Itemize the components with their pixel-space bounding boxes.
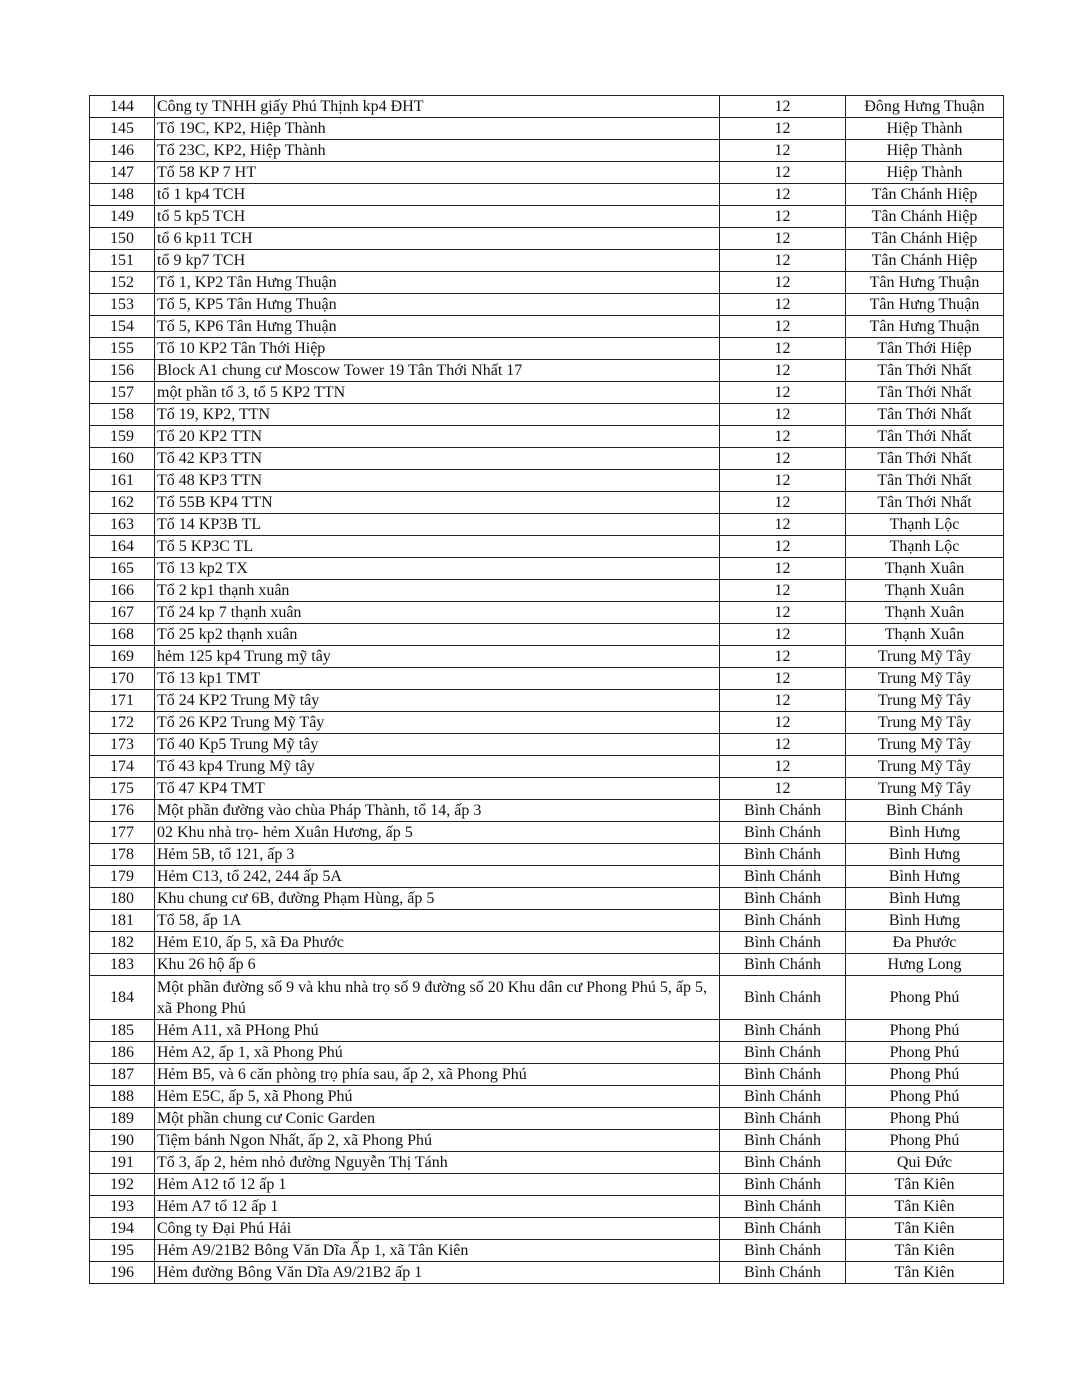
- ward-cell: Trung Mỹ Tây: [846, 756, 1004, 778]
- district-cell: 12: [720, 162, 846, 184]
- table-row: [90, 360, 1004, 382]
- row-number-cell: 187: [90, 1064, 155, 1086]
- row-number-cell: 147: [90, 162, 155, 184]
- district-cell: 12: [720, 778, 846, 800]
- address-cell: Tổ 19, KP2, TTN: [155, 404, 720, 426]
- table-row: [90, 470, 1004, 492]
- ward-cell: Phong Phú: [846, 976, 1004, 1020]
- ward-cell: Tân Chánh Hiệp: [846, 228, 1004, 250]
- table-row: [90, 822, 1004, 844]
- address-cell: Tổ 5, KP6 Tân Hưng Thuận: [155, 316, 720, 338]
- address-cell: tổ 5 kp5 TCH: [155, 206, 720, 228]
- table-row: [90, 954, 1004, 976]
- row-number-cell: 184: [90, 976, 155, 1020]
- ward-cell: Tân Hưng Thuận: [846, 294, 1004, 316]
- district-cell: 12: [720, 646, 846, 668]
- ward-cell: Tân Kiên: [846, 1240, 1004, 1262]
- table-row: [90, 1086, 1004, 1108]
- row-number-cell: 157: [90, 382, 155, 404]
- ward-cell: Bình Hưng: [846, 888, 1004, 910]
- row-number-cell: 170: [90, 668, 155, 690]
- table-row: [90, 668, 1004, 690]
- district-cell: 12: [720, 316, 846, 338]
- district-cell: Bình Chánh: [720, 1174, 846, 1196]
- ward-cell: Tân Chánh Hiệp: [846, 206, 1004, 228]
- ward-cell: Bình Hưng: [846, 910, 1004, 932]
- district-cell: Bình Chánh: [720, 822, 846, 844]
- ward-cell: Hưng Long: [846, 954, 1004, 976]
- address-cell: 02 Khu nhà trọ- hẻm Xuân Hương, ấp 5: [155, 822, 720, 844]
- district-cell: 12: [720, 514, 846, 536]
- ward-cell: Bình Hưng: [846, 844, 1004, 866]
- address-cell: Tổ 58, ấp 1A: [155, 910, 720, 932]
- ward-cell: Hiệp Thành: [846, 162, 1004, 184]
- ward-cell: Đa Phước: [846, 932, 1004, 954]
- address-cell: Khu 26 hộ ấp 6: [155, 954, 720, 976]
- row-number-cell: 190: [90, 1130, 155, 1152]
- district-cell: 12: [720, 712, 846, 734]
- row-number-cell: 151: [90, 250, 155, 272]
- address-cell: Khu chung cư 6B, đường Phạm Hùng, ấp 5: [155, 888, 720, 910]
- address-cell: Tổ 3, ấp 2, hẻm nhỏ đường Nguyễn Thị Tánh: [155, 1152, 720, 1174]
- ward-cell: Tân Chánh Hiệp: [846, 250, 1004, 272]
- district-cell: 12: [720, 624, 846, 646]
- district-cell: Bình Chánh: [720, 1020, 846, 1042]
- row-number-cell: 165: [90, 558, 155, 580]
- ward-cell: Thạnh Xuân: [846, 602, 1004, 624]
- row-number-cell: 173: [90, 734, 155, 756]
- row-number-cell: 192: [90, 1174, 155, 1196]
- ward-cell: Bình Hưng: [846, 822, 1004, 844]
- table-row: [90, 602, 1004, 624]
- ward-cell: Thạnh Xuân: [846, 558, 1004, 580]
- address-cell: Hẻm E10, ấp 5, xã Đa Phước: [155, 932, 720, 954]
- row-number-cell: 159: [90, 426, 155, 448]
- address-cell: Hẻm đường Bông Văn Dĩa A9/21B2 ấp 1: [155, 1262, 720, 1284]
- table-row: [90, 976, 1004, 1020]
- ward-cell: Phong Phú: [846, 1042, 1004, 1064]
- table-row: [90, 404, 1004, 426]
- district-cell: 12: [720, 118, 846, 140]
- ward-cell: Tân Kiên: [846, 1262, 1004, 1284]
- district-cell: 12: [720, 426, 846, 448]
- district-cell: Bình Chánh: [720, 1262, 846, 1284]
- table-row: [90, 1130, 1004, 1152]
- ward-cell: Đông Hưng Thuận: [846, 96, 1004, 118]
- ward-cell: Tân Hưng Thuận: [846, 316, 1004, 338]
- district-cell: Bình Chánh: [720, 800, 846, 822]
- table-row: [90, 756, 1004, 778]
- district-cell: 12: [720, 96, 846, 118]
- row-number-cell: 191: [90, 1152, 155, 1174]
- row-number-cell: 181: [90, 910, 155, 932]
- ward-cell: Qui Đức: [846, 1152, 1004, 1174]
- row-number-cell: 155: [90, 338, 155, 360]
- row-number-cell: 185: [90, 1020, 155, 1042]
- district-cell: 12: [720, 536, 846, 558]
- district-cell: Bình Chánh: [720, 1108, 846, 1130]
- address-cell: Tiệm bánh Ngon Nhất, ấp 2, xã Phong Phú: [155, 1130, 720, 1152]
- address-cell: Tổ 47 KP4 TMT: [155, 778, 720, 800]
- row-number-cell: 153: [90, 294, 155, 316]
- table-row: [90, 294, 1004, 316]
- address-cell: Công ty Đại Phú Hải: [155, 1218, 720, 1240]
- table-row: [90, 1218, 1004, 1240]
- address-cell: tổ 6 kp11 TCH: [155, 228, 720, 250]
- row-number-cell: 189: [90, 1108, 155, 1130]
- table-row: [90, 1152, 1004, 1174]
- table-row: [90, 96, 1004, 118]
- address-cell: Hẻm A12 tổ 12 ấp 1: [155, 1174, 720, 1196]
- ward-cell: Tân Thới Nhất: [846, 492, 1004, 514]
- ward-cell: Trung Mỹ Tây: [846, 646, 1004, 668]
- row-number-cell: 145: [90, 118, 155, 140]
- ward-cell: Thạnh Lộc: [846, 536, 1004, 558]
- ward-cell: Trung Mỹ Tây: [846, 778, 1004, 800]
- district-cell: 12: [720, 206, 846, 228]
- ward-cell: Bình Chánh: [846, 800, 1004, 822]
- table-row: [90, 272, 1004, 294]
- address-cell: Tổ 24 KP2 Trung Mỹ tây: [155, 690, 720, 712]
- district-cell: Bình Chánh: [720, 910, 846, 932]
- district-cell: Bình Chánh: [720, 844, 846, 866]
- row-number-cell: 166: [90, 580, 155, 602]
- ward-cell: Phong Phú: [846, 1086, 1004, 1108]
- table-row: [90, 514, 1004, 536]
- ward-cell: Bình Hưng: [846, 866, 1004, 888]
- row-number-cell: 186: [90, 1042, 155, 1064]
- row-number-cell: 150: [90, 228, 155, 250]
- table-row: [90, 932, 1004, 954]
- district-cell: 12: [720, 492, 846, 514]
- row-number-cell: 182: [90, 932, 155, 954]
- address-cell: Tổ 13 kp2 TX: [155, 558, 720, 580]
- district-cell: 12: [720, 404, 846, 426]
- address-cell: tổ 9 kp7 TCH: [155, 250, 720, 272]
- address-cell: một phần tổ 3, tổ 5 KP2 TTN: [155, 382, 720, 404]
- address-cell: Tổ 14 KP3B TL: [155, 514, 720, 536]
- table-row: [90, 316, 1004, 338]
- district-cell: Bình Chánh: [720, 1042, 846, 1064]
- table-row: [90, 1240, 1004, 1262]
- table-row: [90, 338, 1004, 360]
- district-cell: 12: [720, 470, 846, 492]
- row-number-cell: 158: [90, 404, 155, 426]
- ward-cell: Trung Mỹ Tây: [846, 668, 1004, 690]
- table-row: [90, 1196, 1004, 1218]
- row-number-cell: 156: [90, 360, 155, 382]
- row-number-cell: 167: [90, 602, 155, 624]
- table-row: [90, 1108, 1004, 1130]
- address-table: [89, 95, 1004, 1284]
- ward-cell: Tân Chánh Hiệp: [846, 184, 1004, 206]
- row-number-cell: 148: [90, 184, 155, 206]
- table-row: [90, 690, 1004, 712]
- district-cell: Bình Chánh: [720, 932, 846, 954]
- address-cell: Tổ 5 KP3C TL: [155, 536, 720, 558]
- row-number-cell: 188: [90, 1086, 155, 1108]
- row-number-cell: 178: [90, 844, 155, 866]
- address-cell: tổ 1 kp4 TCH: [155, 184, 720, 206]
- district-cell: 12: [720, 360, 846, 382]
- row-number-cell: 154: [90, 316, 155, 338]
- district-cell: Bình Chánh: [720, 1086, 846, 1108]
- address-cell: Công ty TNHH giấy Phú Thịnh kp4 ĐHT: [155, 96, 720, 118]
- row-number-cell: 179: [90, 866, 155, 888]
- table-row: [90, 778, 1004, 800]
- row-number-cell: 161: [90, 470, 155, 492]
- table-row: [90, 558, 1004, 580]
- ward-cell: Phong Phú: [846, 1020, 1004, 1042]
- table-row: [90, 140, 1004, 162]
- table-row: [90, 624, 1004, 646]
- district-cell: Bình Chánh: [720, 1196, 846, 1218]
- district-cell: 12: [720, 184, 846, 206]
- ward-cell: Tân Thới Nhất: [846, 382, 1004, 404]
- address-cell: Tổ 26 KP2 Trung Mỹ Tây: [155, 712, 720, 734]
- address-cell: Tổ 20 KP2 TTN: [155, 426, 720, 448]
- address-cell: Tổ 2 kp1 thạnh xuân: [155, 580, 720, 602]
- address-cell: Một phần đường số 9 và khu nhà trọ số 9 đường số 20 Khu dân cư Phong Phú 5, ấp 5, xã Phong Phú: [155, 976, 720, 1020]
- ward-cell: Tân Kiên: [846, 1174, 1004, 1196]
- district-cell: 12: [720, 734, 846, 756]
- table-row: [90, 910, 1004, 932]
- district-cell: Bình Chánh: [720, 1218, 846, 1240]
- row-number-cell: 146: [90, 140, 155, 162]
- table-row: [90, 712, 1004, 734]
- district-cell: 12: [720, 338, 846, 360]
- address-cell: Tổ 23C, KP2, Hiệp Thành: [155, 140, 720, 162]
- address-cell: Hẻm A7 tổ 12 ấp 1: [155, 1196, 720, 1218]
- table-row: [90, 580, 1004, 602]
- row-number-cell: 172: [90, 712, 155, 734]
- address-cell: Hẻm E5C, ấp 5, xã Phong Phú: [155, 1086, 720, 1108]
- row-number-cell: 183: [90, 954, 155, 976]
- ward-cell: Tân Thới Nhất: [846, 404, 1004, 426]
- address-cell: Tổ 48 KP3 TTN: [155, 470, 720, 492]
- ward-cell: Tân Thới Nhất: [846, 470, 1004, 492]
- ward-cell: Tân Thới Hiệp: [846, 338, 1004, 360]
- table-row: [90, 866, 1004, 888]
- table-row: [90, 646, 1004, 668]
- row-number-cell: 164: [90, 536, 155, 558]
- address-cell: Hẻm B5, và 6 căn phòng trọ phía sau, ấp 2, xã Phong Phú: [155, 1064, 720, 1086]
- row-number-cell: 149: [90, 206, 155, 228]
- address-cell: Tổ 5, KP5 Tân Hưng Thuận: [155, 294, 720, 316]
- district-cell: 12: [720, 294, 846, 316]
- ward-cell: Tân Thới Nhất: [846, 426, 1004, 448]
- district-cell: 12: [720, 250, 846, 272]
- ward-cell: Hiệp Thành: [846, 140, 1004, 162]
- row-number-cell: 194: [90, 1218, 155, 1240]
- row-number-cell: 193: [90, 1196, 155, 1218]
- ward-cell: Phong Phú: [846, 1108, 1004, 1130]
- table-row: [90, 1064, 1004, 1086]
- address-cell: Tổ 55B KP4 TTN: [155, 492, 720, 514]
- address-cell: Tổ 40 Kp5 Trung Mỹ tây: [155, 734, 720, 756]
- district-cell: 12: [720, 228, 846, 250]
- ward-cell: Thạnh Xuân: [846, 580, 1004, 602]
- address-cell: Tổ 13 kp1 TMT: [155, 668, 720, 690]
- ward-cell: Tân Thới Nhất: [846, 360, 1004, 382]
- table-row: [90, 492, 1004, 514]
- row-number-cell: 169: [90, 646, 155, 668]
- ward-cell: Trung Mỹ Tây: [846, 690, 1004, 712]
- district-cell: Bình Chánh: [720, 976, 846, 1020]
- address-cell: Hẻm A2, ấp 1, xã Phong Phú: [155, 1042, 720, 1064]
- ward-cell: Tân Kiên: [846, 1218, 1004, 1240]
- row-number-cell: 160: [90, 448, 155, 470]
- table-row: [90, 536, 1004, 558]
- row-number-cell: 152: [90, 272, 155, 294]
- table-body: [90, 96, 1004, 1284]
- ward-cell: Tân Hưng Thuận: [846, 272, 1004, 294]
- address-cell: Hẻm A9/21B2 Bông Văn Dĩa Ấp 1, xã Tân Kiên: [155, 1240, 720, 1262]
- ward-cell: Trung Mỹ Tây: [846, 734, 1004, 756]
- address-cell: Hẻm C13, tổ 242, 244 ấp 5A: [155, 866, 720, 888]
- district-cell: Bình Chánh: [720, 1240, 846, 1262]
- address-cell: Tổ 25 kp2 thạnh xuân: [155, 624, 720, 646]
- table-row: [90, 1042, 1004, 1064]
- address-cell: Hẻm 5B, tổ 121, ấp 3: [155, 844, 720, 866]
- district-cell: Bình Chánh: [720, 1064, 846, 1086]
- table-row: [90, 1262, 1004, 1284]
- district-cell: 12: [720, 140, 846, 162]
- ward-cell: Trung Mỹ Tây: [846, 712, 1004, 734]
- table-row: [90, 206, 1004, 228]
- table-row: [90, 250, 1004, 272]
- table-row: [90, 162, 1004, 184]
- row-number-cell: 175: [90, 778, 155, 800]
- district-cell: 12: [720, 690, 846, 712]
- ward-cell: Thạnh Lộc: [846, 514, 1004, 536]
- row-number-cell: 168: [90, 624, 155, 646]
- table-row: [90, 228, 1004, 250]
- row-number-cell: 174: [90, 756, 155, 778]
- district-cell: 12: [720, 580, 846, 602]
- district-cell: Bình Chánh: [720, 1152, 846, 1174]
- district-cell: 12: [720, 602, 846, 624]
- row-number-cell: 176: [90, 800, 155, 822]
- table-row: [90, 1020, 1004, 1042]
- row-number-cell: 195: [90, 1240, 155, 1262]
- address-cell: Block A1 chung cư Moscow Tower 19 Tân Thới Nhất 17: [155, 360, 720, 382]
- district-cell: 12: [720, 668, 846, 690]
- row-number-cell: 177: [90, 822, 155, 844]
- table-row: [90, 118, 1004, 140]
- ward-cell: Tân Kiên: [846, 1196, 1004, 1218]
- row-number-cell: 162: [90, 492, 155, 514]
- ward-cell: Phong Phú: [846, 1064, 1004, 1086]
- table-row: [90, 1174, 1004, 1196]
- ward-cell: Hiệp Thành: [846, 118, 1004, 140]
- address-cell: Tổ 10 KP2 Tân Thới Hiệp: [155, 338, 720, 360]
- address-cell: Tổ 19C, KP2, Hiệp Thành: [155, 118, 720, 140]
- address-cell: Tổ 1, KP2 Tân Hưng Thuận: [155, 272, 720, 294]
- row-number-cell: 196: [90, 1262, 155, 1284]
- row-number-cell: 180: [90, 888, 155, 910]
- ward-cell: Tân Thới Nhất: [846, 448, 1004, 470]
- district-cell: Bình Chánh: [720, 954, 846, 976]
- address-cell: hẻm 125 kp4 Trung mỹ tây: [155, 646, 720, 668]
- district-cell: Bình Chánh: [720, 1130, 846, 1152]
- district-cell: 12: [720, 382, 846, 404]
- row-number-cell: 163: [90, 514, 155, 536]
- district-cell: 12: [720, 448, 846, 470]
- row-number-cell: 144: [90, 96, 155, 118]
- table-row: [90, 888, 1004, 910]
- address-cell: Tổ 58 KP 7 HT: [155, 162, 720, 184]
- row-number-cell: 171: [90, 690, 155, 712]
- district-cell: Bình Chánh: [720, 866, 846, 888]
- address-cell: Một phần đường vào chùa Pháp Thành, tổ 14, ấp 3: [155, 800, 720, 822]
- table-row: [90, 734, 1004, 756]
- district-cell: 12: [720, 272, 846, 294]
- table-row: [90, 448, 1004, 470]
- address-cell: Tổ 43 kp4 Trung Mỹ tây: [155, 756, 720, 778]
- address-cell: Hẻm A11, xã PHong Phú: [155, 1020, 720, 1042]
- address-cell: Tổ 24 kp 7 thạnh xuân: [155, 602, 720, 624]
- address-cell: Một phần chung cư Conic Garden: [155, 1108, 720, 1130]
- ward-cell: Phong Phú: [846, 1130, 1004, 1152]
- district-cell: Bình Chánh: [720, 888, 846, 910]
- table-row: [90, 382, 1004, 404]
- table-row: [90, 844, 1004, 866]
- ward-cell: Thạnh Xuân: [846, 624, 1004, 646]
- table-row: [90, 426, 1004, 448]
- district-cell: 12: [720, 558, 846, 580]
- address-cell: Tổ 42 KP3 TTN: [155, 448, 720, 470]
- table-row: [90, 800, 1004, 822]
- table-row: [90, 184, 1004, 206]
- district-cell: 12: [720, 756, 846, 778]
